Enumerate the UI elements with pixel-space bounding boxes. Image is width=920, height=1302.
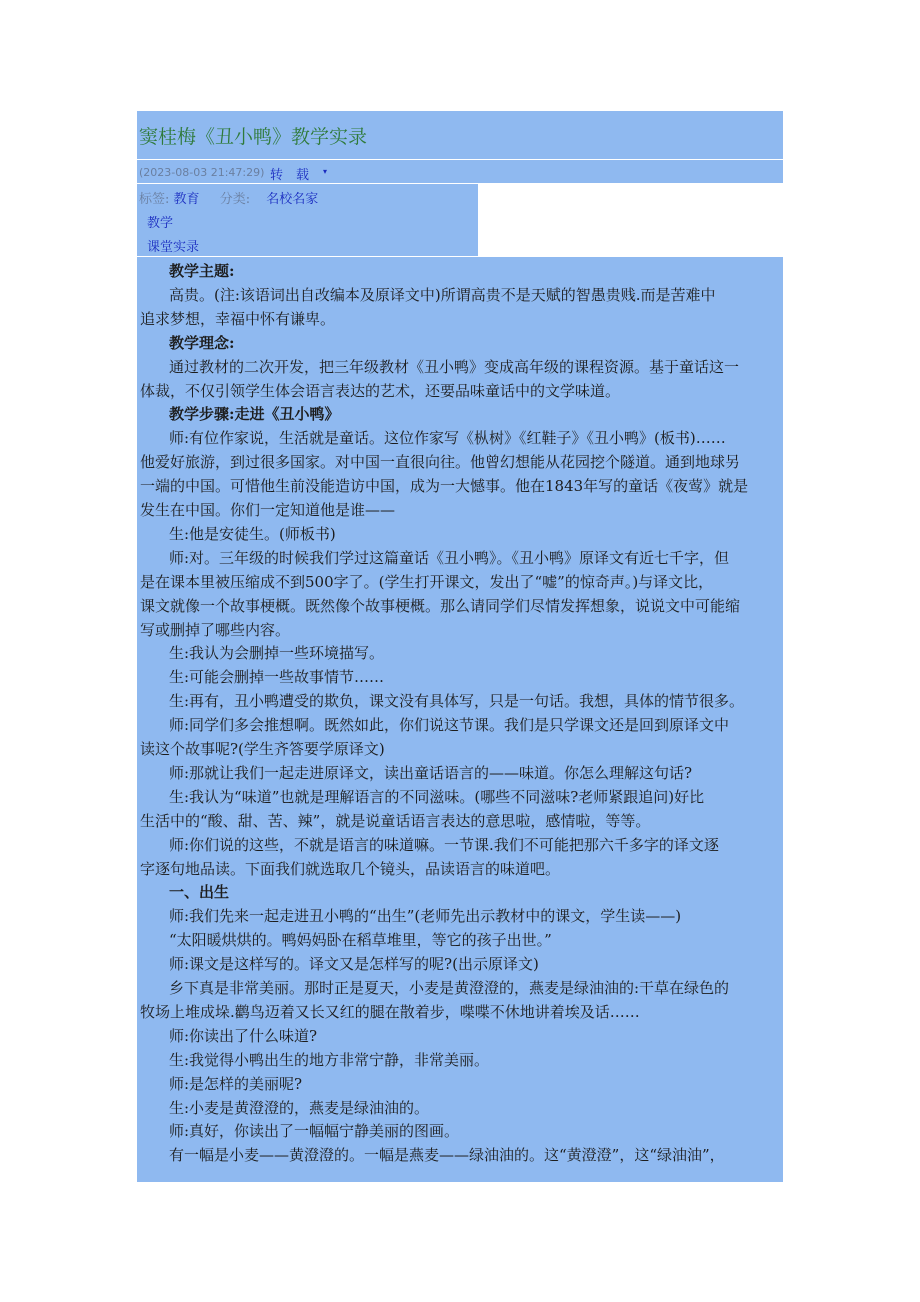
article-meta-bar bbox=[137, 160, 783, 183]
paragraph-line: 师:对。三年级的时候我们学过这篇童话《丑小鸭》。《丑小鸭》原译文有近七千字，但 bbox=[169, 548, 730, 567]
tags-row bbox=[139, 188, 318, 207]
paragraph-line: 有一幅是小麦——黄澄澄的。一幅是燕麦——绿油油的。这“黄澄澄”，这“绿油油”， bbox=[169, 1146, 725, 1165]
paragraph-line: 高贵。(注:该语词出自改编本及原译文中)所谓高贵不是天赋的智愚贵贱.而是苦难中 bbox=[169, 285, 716, 304]
paragraph-line: 字逐句地品读。下面我们就选取几个镜头，品读语言的味道吧。 bbox=[140, 859, 561, 878]
category-link[interactable]: 名校名家 bbox=[266, 192, 319, 207]
article-title: 窦桂梅《丑小鸭》教学实录 bbox=[139, 126, 368, 148]
article-title-bar bbox=[137, 111, 783, 159]
paragraph-line: 生:我认为会删掉一些环境描写。 bbox=[169, 644, 385, 663]
post-date: (2023-08-03 21:47:29) bbox=[139, 166, 265, 179]
paragraph-line: 追求梦想，幸福中怀有谦卑。 bbox=[140, 309, 336, 328]
paragraph-line: 牧场上堆成垛.鹳鸟迈着又长又红的腿在散着步，喋喋不休地讲着埃及话…… bbox=[140, 1002, 640, 1021]
dropdown-arrow-icon[interactable]: ▾ bbox=[323, 167, 328, 176]
paragraph-line: 师:你读出了什么味道? bbox=[169, 1026, 318, 1045]
paragraph-line: 一端的中国。可惜他生前没能造访中国，成为一大憾事。他在1843年写的童话《夜莺》就是 bbox=[140, 477, 749, 496]
paragraph-line: 生:可能会删掉一些故事情节…… bbox=[169, 668, 385, 687]
repost-link[interactable]: 转 载 bbox=[270, 168, 310, 183]
tag-link-teaching[interactable] bbox=[147, 212, 173, 231]
paragraph-line: 生:小麦是黄澄澄的，燕麦是绿油油的。 bbox=[169, 1098, 430, 1117]
tag-label-teaching: 教学 bbox=[147, 216, 174, 231]
paragraph-line: 生:我觉得小鸭出生的地方非常宁静，非常美丽。 bbox=[169, 1050, 490, 1069]
article-body bbox=[137, 257, 783, 1182]
paragraph-line: 生活中的“酸、甜、苦、辣”，就是说童话语言表达的意思啦，感情啦，等等。 bbox=[140, 811, 651, 830]
paragraph-line: 生:再有，丑小鸭遭受的欺负，课文没有具体写，只是一句话。我想，具体的情节很多。 bbox=[169, 692, 745, 711]
paragraph-line: 师:有位作家说，生活就是童话。这位作家写《枞树》《红鞋子》《丑小鸭》(板书)…… bbox=[169, 429, 726, 448]
paragraph-line: 师:你们说的这些，不就是语言的味道嘛。一节课.我们不可能把那六千多字的译文逐 bbox=[169, 835, 719, 854]
paragraph-line: 体裁，不仅引领学生体会语言表达的艺术，还要品味童话中的文学味道。 bbox=[140, 381, 621, 400]
paragraph-line: 他爱好旅游，到过很多国家。对中国一直很向往。他曾幻想能从花园挖个隧道。通到地球另 bbox=[140, 453, 741, 472]
section-heading: 教学理念: bbox=[169, 333, 235, 352]
paragraph-line: 师:我们先来一起走进丑小鸭的“出生”(老师先出示教材中的课文，学生读——) bbox=[169, 907, 682, 926]
paragraph-line: “太阳暖烘烘的。鸭妈妈卧在稻草堆里，等它的孩子出世。” bbox=[169, 931, 552, 950]
section-heading: 一、出生 bbox=[169, 883, 230, 902]
paragraph-line: 发生在中国。你们一定知道他是谁—— bbox=[140, 501, 396, 519]
section-heading: 教学步骤:走进《丑小鸭》 bbox=[169, 405, 340, 424]
paragraph-line: 师:是怎样的美丽呢? bbox=[169, 1074, 303, 1093]
paragraph-line: 写或删掉了哪些内容。 bbox=[140, 620, 291, 639]
paragraph-line: 读这个故事呢?(学生齐答要学原译文) bbox=[140, 740, 385, 758]
paragraph-line: 生:他是安徒生。(师板书) bbox=[169, 524, 336, 543]
category-label: 分类: bbox=[219, 192, 251, 207]
paragraph-line: 师:同学们多会推想啊。既然如此，你们说这节课。我们是只学课文还是回到原译文中 bbox=[169, 716, 730, 735]
paragraph-line: 生:我认为“味道”也就是理解语言的不同滋味。(哪些不同滋味?老师紧跟追问)好比 bbox=[169, 787, 705, 806]
tag-label-classroom-record: 课堂实录 bbox=[147, 240, 200, 255]
section-heading: 教学主题: bbox=[169, 262, 235, 280]
paragraph-line: 通过教材的二次开发，把三年级教材《丑小鸭》变成高年级的课程资源。基于童话这一 bbox=[169, 357, 740, 376]
paragraph-line: 师:那就让我们一起走进原译文，读出童话语言的——味道。你怎么理解这句话? bbox=[169, 763, 693, 782]
tags-box bbox=[137, 184, 478, 256]
paragraph-line: 师:课文是这样写的。译文又是怎样写的呢?(出示原译文) bbox=[169, 955, 539, 974]
tag-link-education[interactable]: 教育 bbox=[173, 192, 200, 207]
paragraph-line: 师:真好，你读出了一幅幅宁静美丽的图画。 bbox=[169, 1122, 460, 1141]
paragraph-line: 课文就像一个故事梗概。既然像个故事梗概。那么请同学们尽情发挥想象，说说文中可能缩 bbox=[140, 596, 741, 615]
tag-link-classroom-record[interactable] bbox=[147, 236, 199, 255]
paragraph-line: 乡下真是非常美丽。那时正是夏天，小麦是黄澄澄的，燕麦是绿油油的:干草在绿色的 bbox=[169, 979, 730, 997]
paragraph-line: 是在课本里被压缩成不到500字了。(学生打开课文，发出了“嘘”的惊奇声。)与译文比， bbox=[140, 572, 714, 591]
tags-label: 标签: bbox=[139, 192, 170, 207]
